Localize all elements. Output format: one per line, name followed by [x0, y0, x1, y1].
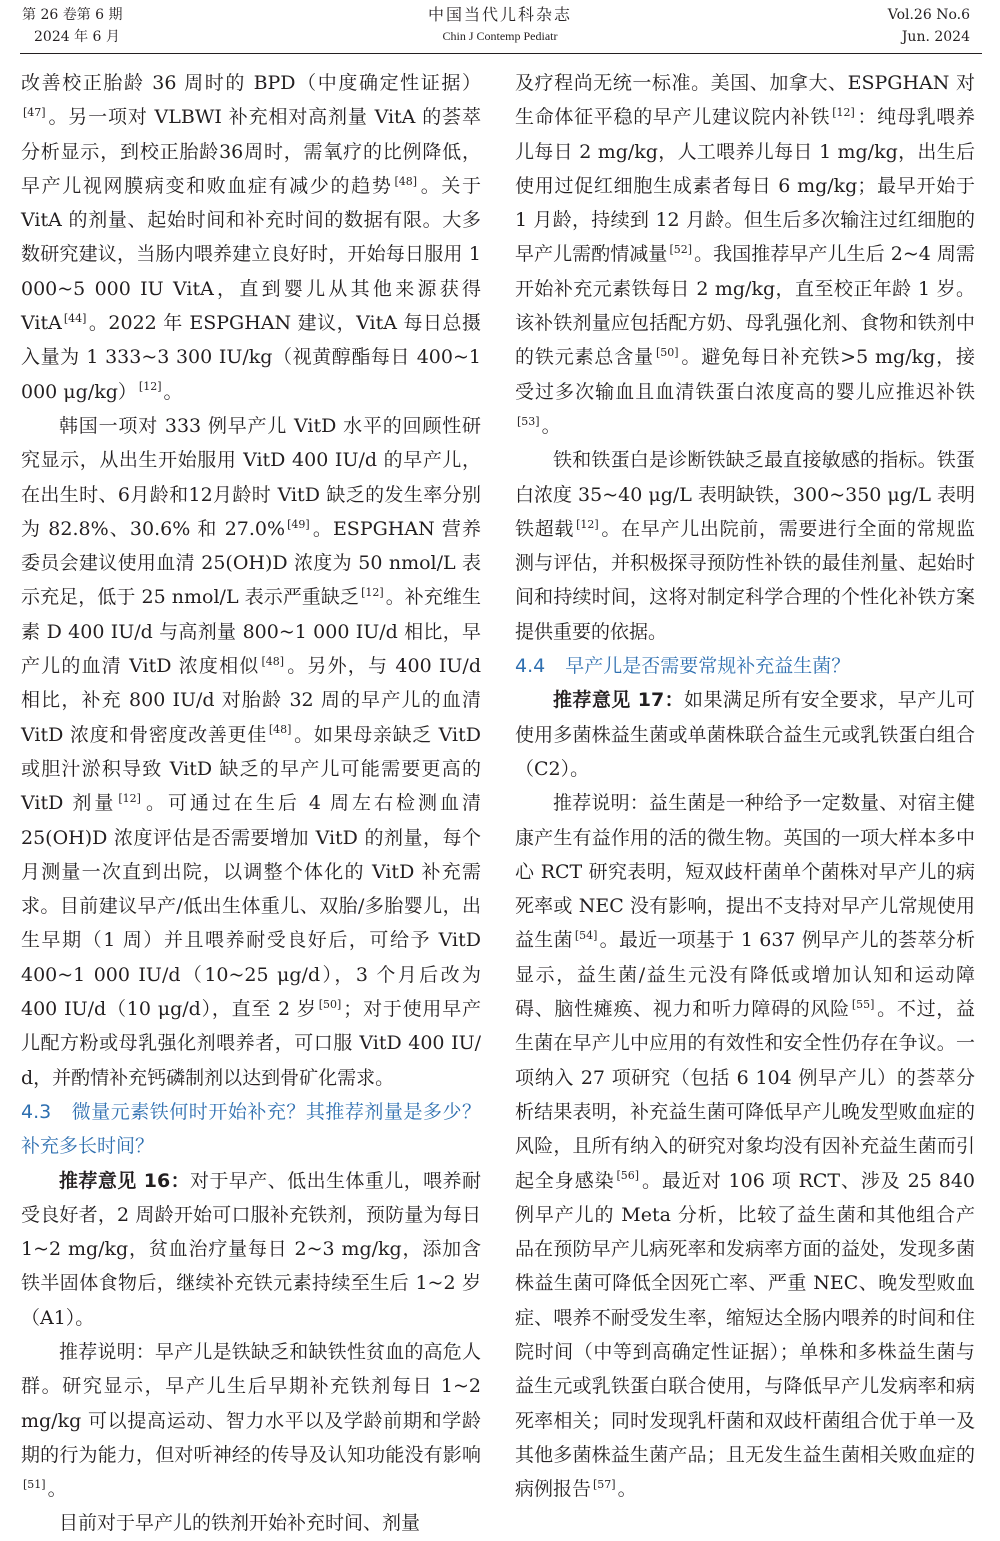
citation: [56] [616, 1169, 640, 1183]
recommendation-17: 推荐意见 17：如果满足所有安全要求，早产儿可使用多菌株益生菌或单菌株联合益生元或乳铁蛋白组合（C2）。 [515, 689, 975, 780]
citation: [44] [63, 311, 87, 325]
citation: [12] [832, 105, 855, 119]
citation: [12] [576, 517, 599, 531]
citation: [57] [593, 1477, 616, 1491]
header-right [888, 4, 970, 48]
section-heading-4-3: 4.3 微量元素铁何时开始补充？其推荐剂量是多少？补充多长时间？ [21, 1100, 481, 1158]
citation: [48] [261, 654, 285, 668]
paragraph: 推荐说明：早产儿是铁缺乏和缺铁性贫血的高危人群。研究显示，早产儿生后早期补充铁剂每日 1~2 mg/kg 可以提高运动、智力水平以及学龄前期和学龄期的行为能力，但对听神经的传导及认知功能没有影响[51] 。 [21, 1340, 481, 1501]
citation: [50] [318, 997, 342, 1011]
header-date-cn: 2024 年 6 月 [34, 29, 120, 45]
paragraph: 及疗程尚无统一标准。美国、加拿大、ESPGHAN 对生命体征平稳的早产儿建议院内补铁 [12] ：纯母乳喂养儿每日 2 mg/kg，人工喂养儿每日 1 mg/kg，出生后使用过促红细胞生成素者每日 6 mg/kg；最早开始于 1 月龄，持续到 12 月龄。但生后多次输注过红细胞的早产儿需酌情减量 [52] 。我国推荐早产儿生后 2~4 周需开始补充元素铁每日 2 mg/kg，直至校正年龄 1 岁。该补铁剂量应包括配方奶、母乳强化剂、食物和铁剂中的铁元素总含量 [50] 。避免每日补充铁>5 mg/kg，接受过多次输血且血清铁蛋白浓度高的婴儿应推迟补铁[53] 。 [515, 72, 975, 437]
header-center [0, 4, 1000, 46]
citation: [49] [287, 517, 310, 531]
right-column [515, 66, 975, 1506]
header-volume-en: Vol.26 No.6 [887, 7, 970, 23]
paragraph: 铁和铁蛋白是诊断铁缺乏最直接敏感的指标。铁蛋白浓度 35~40 μg/L 表明缺铁，300~350 μg/L 表明铁超载 [12] 。在早产儿出院前，需要进行全面的常规监测与评估，并积极探寻预防性补铁的最佳剂量、起始时间和持续时间，这将对制定科学合理的个性化补铁方案提供重要的依据。 [515, 449, 975, 643]
journal-title-cn: 中国当代儿科杂志 [427, 5, 572, 24]
citation: [53] [517, 414, 540, 428]
paragraph: 韩国一项对 333 例早产儿 VitD 水平的回顾性研究显示，从出生开始服用 VitD 400 IU/d 的早产儿，在出生时、6月龄和12月龄时 VitD 缺乏的发生率分别为 82.8%、30.6% 和 27.0% [49] 。ESPGHAN 营养委员会建议使用血清 25(OH)D 浓度为 50 nmol/L 表示充足，低于 25 nmol/L 表示严重缺乏 [12] 。补充维生素 D 400 IU/d 与高剂量 800~1 000 IU/d 相比，早产儿的血清 VitD 浓度相似 [48] 。另外，与 400 IU/d 相比，补充 800 IU/d 对胎龄 32 周的早产儿的血清 VitD 浓度和骨密度改善更佳 [48] 。如果母亲缺乏 VitD 或胆汁淤积导致 VitD 缺乏的早产儿可能需要更高的 VitD 剂量 [12] 。可通过在生后 4 周左右检测血清 25(OH)D 浓度评估是否需要增加 VitD 的剂量，每个月测量一次直到出院，以调整个体化的 VitD 补充需求。目前建议早产/低出生体重儿、双胎/多胎婴儿，出生早期（1 周）并且喂养耐受良好后，可给予 VitD 400~1 000 IU/d（10~25 μg/d），3 个月后改为 400 IU/d（10 μg/d），直至 2 岁 [50] ；对于使用早产儿配方粉或母乳强化剂喂养者，可口服 VitD 400 IU/ d，并酌情补充钙磷制剂以达到骨矿化需求。 [21, 414, 482, 1089]
citation: [55] [851, 997, 875, 1011]
citation: [48] [268, 723, 292, 737]
citation: [54] [574, 929, 598, 943]
citation: [47] [23, 105, 46, 119]
citation: [12] [118, 791, 141, 805]
paragraph: 目前对于早产儿的铁剂开始补充时间、剂量 [59, 1512, 421, 1535]
citation: [12] [361, 586, 384, 600]
page-header [0, 0, 1000, 60]
left-column [21, 66, 481, 1541]
section-heading-4-4: 4.4 早产儿是否需要常规补充益生菌？ [515, 655, 851, 678]
recommendation-16: 推荐意见 16：对于早产、低出生体重儿，喂养耐受良好者，2 周龄开始可口服补充铁剂，预防量为每日 1~2 mg/kg，贫血治疗量每日 2~3 mg/kg，添加含铁半固体食物后，继续补充铁元素持续至生后 1~2 岁（A1）。 [21, 1169, 481, 1329]
header-volume-cn: 第 26 卷第 6 期 [22, 7, 123, 23]
header-divider [20, 53, 982, 54]
journal-title-en: Chin J Contemp Pediatr [442, 29, 558, 43]
header-date-en: Jun. 2024 [901, 29, 970, 45]
citation: [52] [669, 243, 693, 257]
citation: [51] [23, 1477, 46, 1491]
citation: [12] [138, 380, 162, 394]
citation: [50] [655, 346, 679, 360]
citation: [48] [394, 174, 418, 188]
paragraph: 推荐说明：益生菌是一种给予一定数量、对宿主健康产生有益作用的活的微生物。英国的一项大样本多中心 RCT 研究表明，短双歧杆菌单个菌株对早产儿的病死率或 NEC 没有影响，提出不支持对早产儿常规使用益生菌 [54] 。最近一项基于 1 637 例早产儿的荟萃分析显示，益生菌/益生元没有降低或增加认知和运动障碍、脑性瘫痪、视力和听力障碍的风险 [55] 。不过，益生菌在早产儿中应用的有效性和安全性仍存在争议。一项纳入 27 项研究（包括 6 104 例早产儿）的荟萃分析结果表明，补充益生菌可降低早产儿晚发型败血症的风险，且所有纳入的研究对象均没有因补充益生菌而引起全身感染 [56] 。最近对 106 项 RCT、涉及 25 840 例早产儿的 Meta 分析，比较了益生菌和其他组合产品在预防早产儿病死率和发病率方面的益处，发现多菌株益生菌可降低全因死亡率、严重 NEC、晚发型败血症、喂养不耐受发生率，缩短达全肠内喂养的时间和住院时间（中等到高确定性证据）；单株和多株益生菌与益生元或乳铁蛋白联合使用，与降低早产儿发病率和病死率相关；同时发现乳杆菌和双歧杆菌组合优于单一及其他多菌株益生菌产品；且无发生益生菌相关败血症的病例报告 [57] 。 [515, 792, 975, 1501]
paragraph: 改善校正胎龄 36 周时的 BPD（中度确定性证据）[47] 。另一项对 VLBWI 补充相对高剂量 VitA 的荟萃分析显示，到校正胎龄36周时，需氧疗的比例降低，早产儿视网膜病变和败血症有减少的趋势 [48] 。关于 VitA 的剂量、起始时间和补充时间的数据有限。大多数研究建议，当肠内喂养建立良好时，开始每日服用 1 000~5 000 IU VitA，直到婴儿从其他来源获得 VitA [44] 。2022 年 ESPGHAN 建议，VitA 每日总摄入量为 1 333~3 300 IU/kg（视黄醇酯每日 400~1 000 μg/kg） [12] 。 [21, 72, 481, 403]
